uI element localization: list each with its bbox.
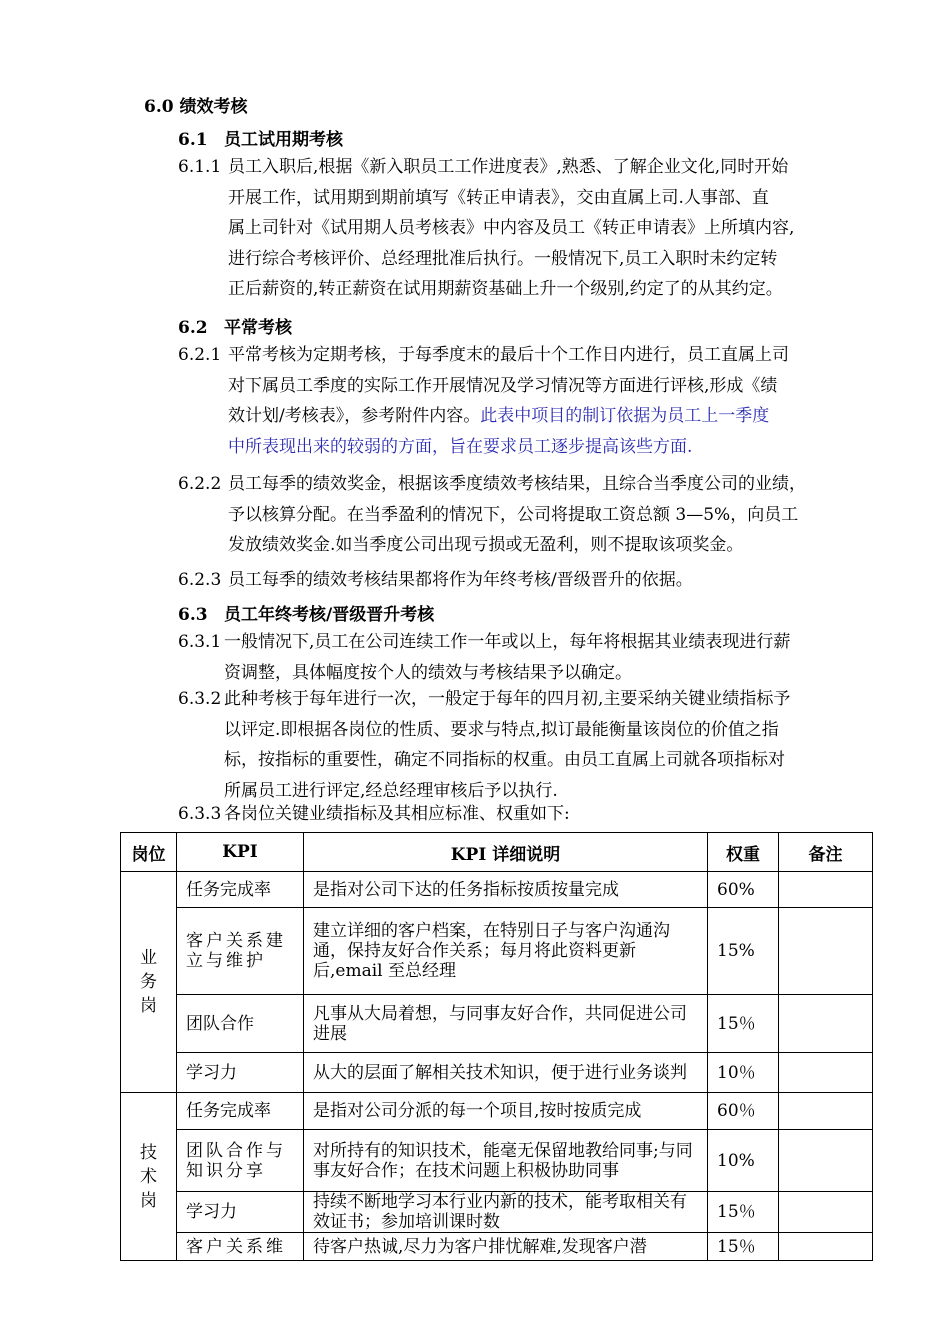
highlighted-text: 此表中项目的制订依据为员工上一季度	[480, 406, 770, 426]
header-kpi-description: KPI 详细说明	[304, 833, 708, 872]
text-line: 员工每季的绩效考核结果都将作为年终考核/晋级晋升的依据。	[228, 570, 693, 590]
post-char: 技	[140, 1142, 157, 1163]
table-row	[121, 1093, 873, 1130]
text-line: 效计划/考核表》，参考附件内容。	[228, 406, 481, 426]
table-row	[121, 1130, 873, 1192]
section-title: 员工年终考核/晋级晋升考核	[224, 605, 435, 625]
table-header-row	[121, 833, 873, 872]
text-line: 发放绩效奖金.如当季度公司出现亏损或无盈利，则不提取该项奖金。	[228, 535, 744, 555]
note-cell	[779, 995, 873, 1053]
text-line: 开展工作，试用期到期前填写《转正申请表》，交由直属上司.人事部、直	[228, 187, 769, 208]
section-title: 平常考核	[224, 318, 292, 338]
kpi-cell: 学习力	[177, 1053, 304, 1093]
header-kpi: KPI	[177, 833, 304, 872]
section-6-2-heading	[178, 313, 292, 338]
post-char: 岗	[140, 996, 157, 1016]
section-6-3-heading	[178, 600, 434, 625]
header-note: 备注	[779, 833, 873, 872]
kpi-cell: 客户关系维	[177, 1233, 304, 1261]
kpi-cell: 任务完成率	[177, 872, 304, 908]
kpi-cell: 学习力	[177, 1192, 304, 1233]
note-cell	[779, 1192, 873, 1233]
clause-number: 6.2.3	[178, 570, 222, 590]
text-line: 以评定.即根据各岗位的性质、要求与特点,拟订最能衡量该岗位的价值之指	[224, 719, 779, 740]
section-number: 6.1	[178, 130, 208, 150]
text-line: 标，按指标的重要性，确定不同指标的权重。由员工直属上司就各项指标对	[224, 750, 785, 770]
paragraph-6-2-3	[178, 565, 873, 596]
post-char: 业	[140, 948, 157, 968]
kpi-cell: 客户关系建立与维护	[177, 908, 304, 995]
text-line: 予以核算分配。在当季盈利的情况下，公司将提取工资总额 3—5%，向员工	[228, 504, 799, 525]
section-6-1-heading	[178, 125, 343, 150]
text-line: 对下属员工季度的实际工作开展情况及学习情况等方面进行评核,形成《绩	[228, 375, 778, 396]
text-line: 员工入职后,根据《新入职员工工作进度表》,熟悉、了解企业文化,同时开始	[228, 157, 789, 177]
note-cell	[779, 1053, 873, 1093]
clause-number: 6.3.3	[178, 804, 222, 824]
text-line: 各岗位关键业绩指标及其相应标准、权重如下:	[224, 804, 570, 824]
clause-number: 6.2.1	[178, 345, 222, 365]
header-post: 岗位	[121, 833, 177, 872]
desc-cell: 待客户热诚,尽力为客户排忧解难,发现客户潜	[304, 1233, 708, 1261]
text-line: 此种考核于每年进行一次，一般定于每年的四月初,主要采纳关键业绩指标予	[224, 689, 791, 709]
text-line: 正后薪资的,转正薪资在试用期薪资基础上升一个级别,约定了的从其约定。	[228, 279, 783, 299]
table-row	[121, 872, 873, 908]
note-cell	[779, 1233, 873, 1261]
weight-cell: 60%	[708, 872, 779, 908]
weight-cell: 15％	[708, 1233, 779, 1261]
section-number: 6.2	[178, 318, 208, 338]
text-line: 一般情况下,员工在公司连续工作一年或以上，每年将根据其业绩表现进行薪	[224, 632, 791, 652]
desc-cell: 建立详细的客户档案，在特别日子与客户沟通沟通，保持友好合作关系；每月将此资料更新后,email 至总经理	[304, 908, 708, 995]
text-line: 属上司针对《试用期人员考核表》中内容及员工《转正申请表》上所填内容,	[228, 218, 795, 238]
post-char: 务	[140, 972, 157, 992]
kpi-table	[120, 832, 873, 1261]
section-title: 员工试用期考核	[224, 130, 343, 150]
paragraph-6-2-2	[178, 469, 873, 561]
table-row	[121, 908, 873, 995]
table-row	[121, 1192, 873, 1233]
weight-cell: 60％	[708, 1093, 779, 1130]
paragraph-6-2-1	[178, 340, 873, 462]
desc-cell: 是指对公司下达的任务指标按质按量完成	[304, 872, 708, 908]
highlighted-text: 中所表现出来的较弱的方面，旨在要求员工逐步提高该些方面.	[228, 436, 693, 457]
note-cell	[779, 872, 873, 908]
text-line: 所属员工进行评定,经总经理审核后予以执行.	[224, 780, 558, 801]
table-row	[121, 995, 873, 1053]
desc-cell: 是指对公司分派的每一个项目,按时按质完成	[304, 1093, 708, 1130]
desc-cell: 对所持有的知识技术，能毫无保留地教给同事;与同事友好合作；在技术问题上积极协助同事	[304, 1130, 708, 1192]
desc-cell: 持续不断地学习本行业内新的技术，能考取相关有效证书；参加培训课时数	[304, 1192, 708, 1233]
post-cell-sales	[121, 872, 177, 1093]
desc-cell: 从大的层面了解相关技术知识，便于进行业务谈判	[304, 1053, 708, 1093]
paragraph-6-3-2	[178, 684, 873, 806]
text-line: 平常考核为定期考核，于每季度末的最后十个工作日内进行，员工直属上司	[228, 345, 789, 365]
text-line: 资调整，具体幅度按个人的绩效与考核结果予以确定。	[224, 662, 632, 683]
kpi-cell: 团队合作与知识分享	[177, 1130, 304, 1192]
desc-cell: 凡事从大局着想，与同事友好合作，共同促进公司进展	[304, 995, 708, 1053]
note-cell	[779, 908, 873, 995]
weight-cell: 10%	[708, 1130, 779, 1192]
kpi-cell: 团队合作	[177, 995, 304, 1053]
clause-number: 6.3.2	[178, 689, 222, 709]
post-cell-tech	[121, 1093, 177, 1261]
kpi-cell: 任务完成率	[177, 1093, 304, 1130]
text-line: 进行综合考核评价、总经理批准后执行。一般情况下,员工入职时未约定转	[228, 248, 778, 269]
section-6-0-heading: 6.0 绩效考核	[144, 97, 248, 117]
weight-cell: 15％	[708, 995, 779, 1053]
clause-number: 6.2.2	[178, 474, 222, 494]
note-cell	[779, 1093, 873, 1130]
header-weight: 权重	[708, 833, 779, 872]
post-char: 术	[140, 1166, 157, 1187]
weight-cell: 15%	[708, 908, 779, 995]
post-char: 岗	[140, 1190, 157, 1211]
table-row	[121, 1233, 873, 1261]
paragraph-6-1-1	[178, 152, 873, 305]
table-row	[121, 1053, 873, 1093]
text-line: 员工每季的绩效奖金，根据该季度绩效考核结果，且综合当季度公司的业绩，	[228, 474, 806, 494]
weight-cell: 10％	[708, 1053, 779, 1093]
clause-number: 6.1.1	[178, 157, 222, 177]
clause-number: 6.3.1	[178, 632, 222, 652]
paragraph-6-3-1	[178, 627, 873, 688]
section-number: 6.3	[178, 605, 208, 625]
note-cell	[779, 1130, 873, 1192]
paragraph-6-3-3	[178, 799, 873, 830]
weight-cell: 15％	[708, 1192, 779, 1233]
